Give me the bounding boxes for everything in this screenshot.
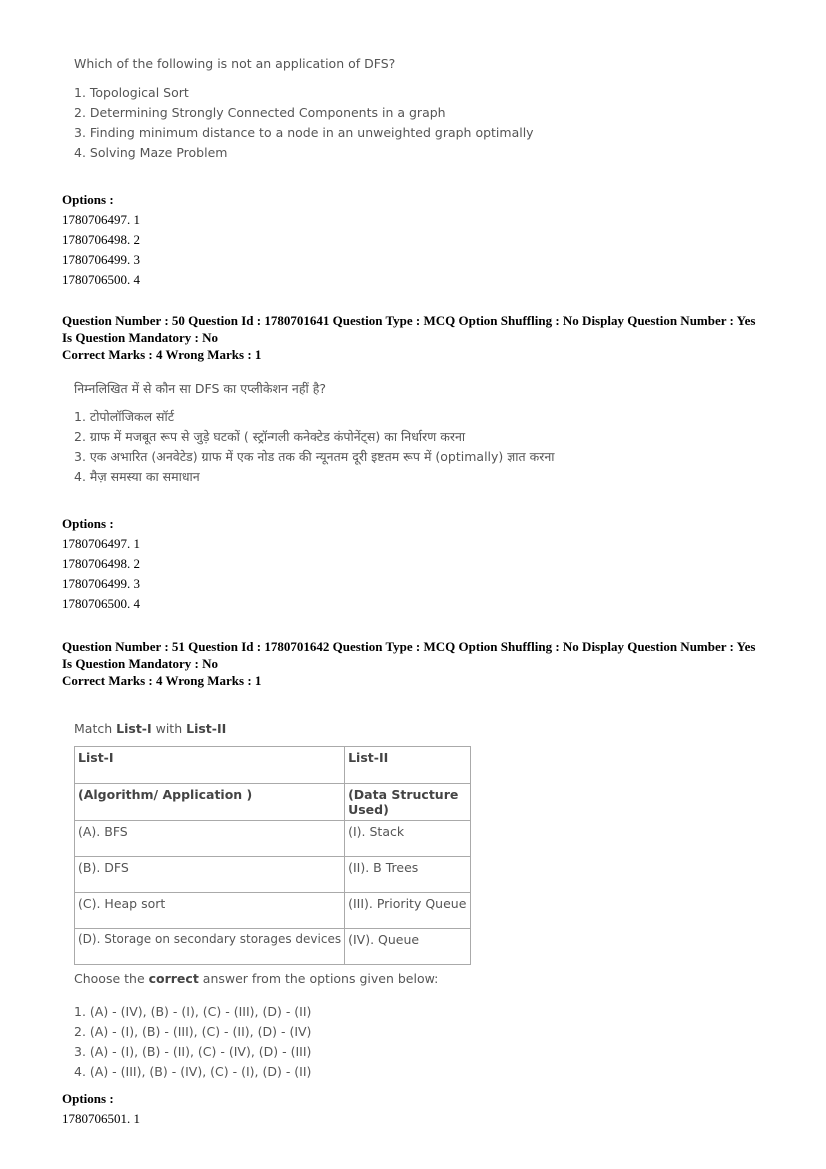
q49-item: 3. Finding minimum distance to a node in an unweighted graph optimally (74, 125, 534, 140)
table-cell: (C). Heap sort (75, 893, 345, 929)
q49-item: 2. Determining Strongly Connected Components in a graph (74, 105, 446, 120)
q50-options-label: Options : (62, 516, 114, 531)
q50-item: 4. मैज़ समस्या का समाधान (74, 469, 200, 484)
q50-item: 1. टोपोलॉजिकल सॉर्ट (74, 409, 175, 424)
table-row (75, 821, 471, 857)
q51-item: 2. (A) - (I), (B) - (III), (C) - (II), (D) - (IV) (74, 1024, 312, 1039)
table-subheader-cell: (Algorithm/ Application ) (75, 784, 345, 821)
q49-option: 1780706500. 4 (62, 272, 140, 287)
q50-item: 2. ग्राफ में मजबूत रूप से जुड़े घटकों ( स्ट्रॉन्गली कनेक्टेड कंपोनेंट्स) का निर्धारण करना (74, 429, 466, 444)
q51-item: 4. (A) - (III), (B) - (IV), (C) - (I), (D) - (II) (74, 1064, 312, 1079)
q51-options (62, 1089, 140, 1129)
q51-item: 1. (A) - (IV), (B) - (I), (C) - (III), (D) - (II) (74, 1004, 312, 1019)
q50-option: 1780706499. 3 (62, 576, 140, 591)
table-header-row (75, 747, 471, 784)
q51-meta (62, 638, 822, 689)
q50-item-list (74, 409, 674, 485)
table-cell: (IV). Queue (345, 929, 471, 965)
q49-option: 1780706499. 3 (62, 252, 140, 267)
table-row (75, 929, 471, 965)
table-cell: (D). Storage on secondary storages devices (75, 929, 345, 965)
q51-choose-pre: Choose the (74, 971, 149, 986)
q50-options (62, 514, 140, 614)
q51-options-label: Options : (62, 1091, 114, 1106)
q51-choose-bold: correct (148, 971, 199, 986)
q51-stem (74, 721, 494, 736)
table-row (75, 857, 471, 893)
table-header-cell: List-I (75, 747, 345, 784)
q51-question-image (74, 721, 494, 1084)
q51-stem-list1: List-I (116, 721, 152, 736)
table-subheader-row (75, 784, 471, 821)
q51-marks: Correct Marks : 4 Wrong Marks : 1 (62, 673, 262, 688)
q49-item: 4. Solving Maze Problem (74, 145, 228, 160)
q49-item: 1. Topological Sort (74, 85, 189, 100)
q51-item-list (74, 1004, 494, 1080)
q50-stem: निम्नलिखित में से कौन सा DFS का एप्लीकेशन नहीं है? (74, 381, 326, 396)
q50-option: 1780706498. 2 (62, 556, 140, 571)
q49-options (62, 190, 140, 290)
q50-mandatory: Is Question Mandatory : No (62, 330, 219, 345)
q51-option: 1780706501. 1 (62, 1111, 140, 1126)
table-subheader-cell: (Data Structure Used) (345, 784, 471, 821)
q50-meta-line: Question Number : 50 Question Id : 1780701641 Question Type : MCQ Option Shuffling : No Display Question Number : Yes (62, 313, 756, 328)
q50-meta (62, 312, 822, 363)
q51-mandatory: Is Question Mandatory : No (62, 656, 219, 671)
table-cell: (B). DFS (75, 857, 345, 893)
table-cell: (II). B Trees (345, 857, 471, 893)
q50-option: 1780706500. 4 (62, 596, 140, 611)
q51-item: 3. (A) - (I), (B) - (II), (C) - (IV), (D) - (III) (74, 1044, 312, 1059)
q49-options-label: Options : (62, 192, 114, 207)
q51-stem-list2: List-II (186, 721, 227, 736)
q50-option: 1780706497. 1 (62, 536, 140, 551)
q50-question-image (74, 380, 674, 489)
q50-marks: Correct Marks : 4 Wrong Marks : 1 (62, 347, 262, 362)
q49-option: 1780706497. 1 (62, 212, 140, 227)
q51-stem-pre: Match (74, 721, 117, 736)
q51-match-table (74, 746, 471, 965)
table-cell: (I). Stack (345, 821, 471, 857)
q51-stem-mid: with (151, 721, 187, 736)
q51-choose-instruction (74, 971, 494, 986)
q50-item: 3. एक अभारित (अनवेटेड) ग्राफ में एक नोड तक की न्यूनतम दूरी इष्टतम रूप में (optimally) ज्ञात करना (74, 449, 555, 464)
q51-meta-line: Question Number : 51 Question Id : 1780701642 Question Type : MCQ Option Shuffling : No Display Question Number : Yes (62, 639, 756, 654)
q49-option: 1780706498. 2 (62, 232, 140, 247)
table-cell: (III). Priority Queue (345, 893, 471, 929)
table-cell: (A). BFS (75, 821, 345, 857)
table-row (75, 893, 471, 929)
table-header-cell: List-II (345, 747, 471, 784)
q49-question-image (74, 56, 634, 165)
q49-item-list (74, 85, 634, 161)
q49-stem: Which of the following is not an application of DFS? (74, 56, 396, 71)
q51-choose-post: answer from the options given below: (198, 971, 439, 986)
